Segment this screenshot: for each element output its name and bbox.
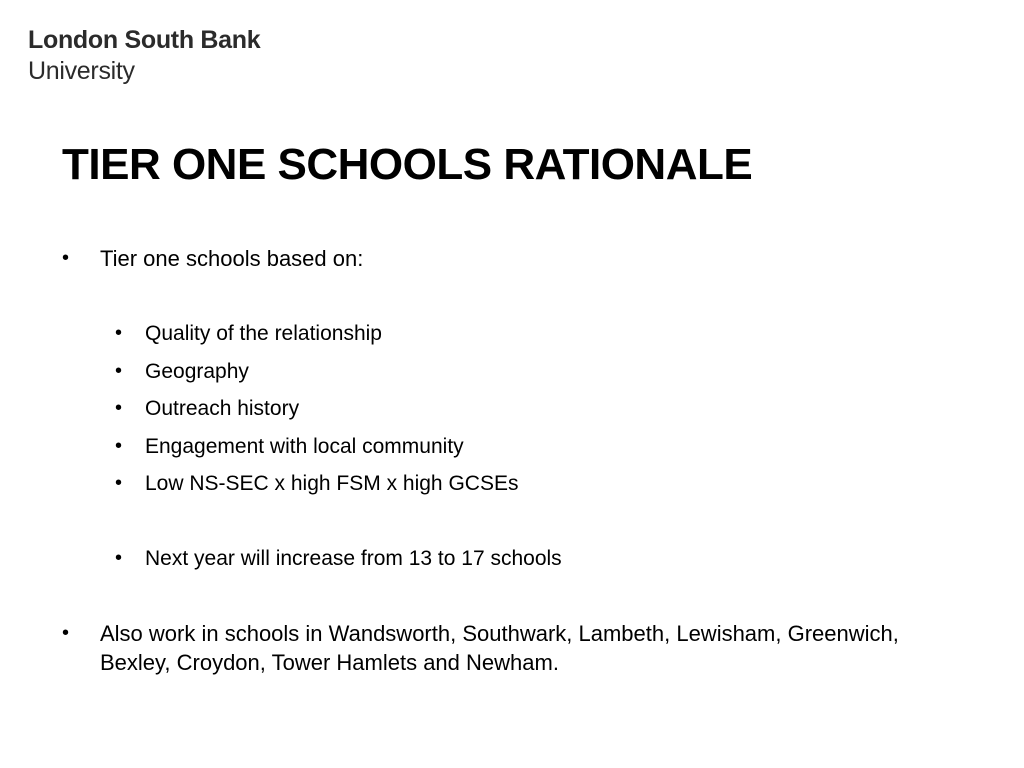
logo-line-2: University — [28, 57, 135, 85]
bullet-dot: • — [62, 622, 70, 644]
bullet-text: Geography — [145, 360, 249, 383]
bullet-text: Outreach history — [145, 397, 300, 420]
bullet-text: Tier one schools based on: — [100, 246, 364, 271]
bullet-dot: • — [115, 547, 123, 569]
sub-bullet-item — [115, 357, 249, 386]
bullet-item — [62, 619, 900, 677]
slide-title: TIER ONE SCHOOLS RATIONALE — [62, 140, 753, 189]
bullet-text: Also work in schools in Wandsworth, Southwark, Lambeth, Lewisham, Greenwich, Bexley, Croydon, Tower Hamlets and Newham. — [100, 621, 899, 675]
bullet-item — [62, 244, 364, 273]
bullet-dot: • — [115, 435, 123, 457]
bullet-text: Engagement with local community — [145, 435, 464, 458]
bullet-dot: • — [115, 360, 123, 382]
sub-bullet-item — [115, 469, 519, 498]
bullet-dot: • — [115, 397, 123, 419]
sub-bullet-item — [115, 394, 300, 423]
sub-bullet-item — [115, 319, 382, 348]
bullet-text: Quality of the relationship — [145, 322, 382, 345]
sub-bullet-item — [115, 544, 562, 573]
bullet-dot: • — [115, 322, 123, 344]
sub-bullet-item — [115, 432, 464, 461]
bullet-dot: • — [115, 472, 123, 494]
bullet-text: Low NS-SEC x high FSM x high GCSEs — [145, 472, 519, 495]
bullet-text: Next year will increase from 13 to 17 schools — [145, 547, 562, 570]
bullet-dot: • — [62, 247, 70, 269]
logo-line-1: London South Bank — [28, 26, 261, 54]
